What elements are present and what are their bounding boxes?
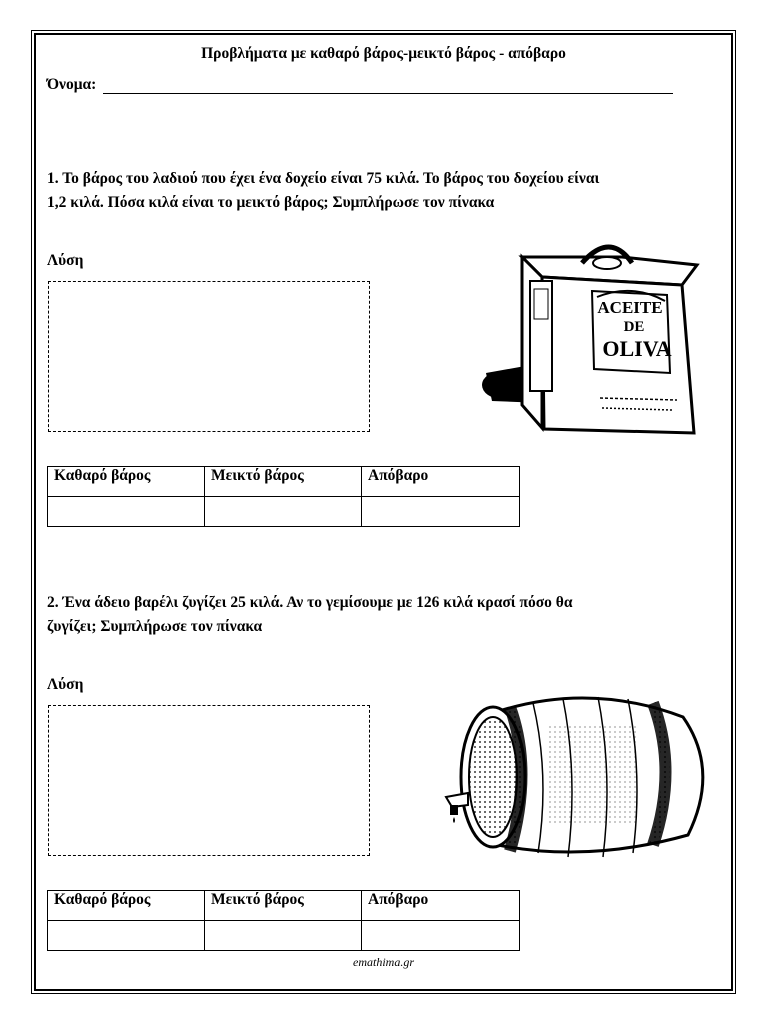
table-answer-row <box>48 921 520 951</box>
answer-gross-weight[interactable] <box>205 921 362 951</box>
tin-label-line-1: ACEITE <box>597 298 663 317</box>
problem-2-table <box>47 890 520 951</box>
problem-1-table <box>47 466 520 527</box>
table-header-row <box>48 891 520 921</box>
header-gross-weight: Μεικτό βάρος <box>205 467 362 497</box>
footer-source: emathima.gr <box>353 955 414 969</box>
header-tare: Απόβαρο <box>362 891 520 921</box>
problem-1-line-1: 1. Το βάρος του λαδιού που έχει ένα δοχείο είναι 75 κιλά. Το βάρος του δοχείου είναι <box>47 170 600 187</box>
table-answer-row <box>48 497 520 527</box>
answer-net-weight[interactable] <box>48 921 205 951</box>
problem-2-text <box>47 591 717 639</box>
worksheet-title: Προβλήματα με καθαρό βάρος-μεικτό βάρος - απόβαρο <box>201 45 566 62</box>
tin-label-line-3: OLIVA <box>602 336 672 361</box>
header-gross-weight: Μεικτό βάρος <box>205 891 362 921</box>
problem-1-line-2: 1,2 κιλά. Πόσα κιλά είναι το μεικτό βάρος; Συμπλήρωσε τον πίνακα <box>47 194 495 211</box>
problem-2-solution-label: Λύση <box>47 676 84 693</box>
header-tare: Απόβαρο <box>362 467 520 497</box>
problem-2-solution-box[interactable] <box>48 705 370 856</box>
answer-tare[interactable] <box>362 497 520 527</box>
answer-net-weight[interactable] <box>48 497 205 527</box>
name-label: Όνομα: <box>47 76 97 93</box>
wine-barrel-icon <box>438 685 720 860</box>
answer-gross-weight[interactable] <box>205 497 362 527</box>
problem-1-text <box>47 167 717 215</box>
tin-label-line-2: DE <box>623 319 645 335</box>
problem-2-line-1: 2. Ένα άδειο βαρέλι ζυγίζει 25 κιλά. Αν το γεμίσουμε με 126 κιλά κρασί πόσο θα <box>47 594 573 611</box>
problem-1-solution-label: Λύση <box>47 252 84 269</box>
table-header-row <box>48 467 520 497</box>
name-blank-line[interactable] <box>103 93 673 94</box>
answer-tare[interactable] <box>362 921 520 951</box>
header-net-weight: Καθαρό βάρος <box>48 891 205 921</box>
problem-2-line-2: ζυγίζει; Συμπλήρωσε τον πίνακα <box>47 618 263 635</box>
header-net-weight: Καθαρό βάρος <box>48 467 205 497</box>
problem-1-solution-box[interactable] <box>48 281 370 432</box>
olive-oil-tin-icon <box>482 233 707 443</box>
